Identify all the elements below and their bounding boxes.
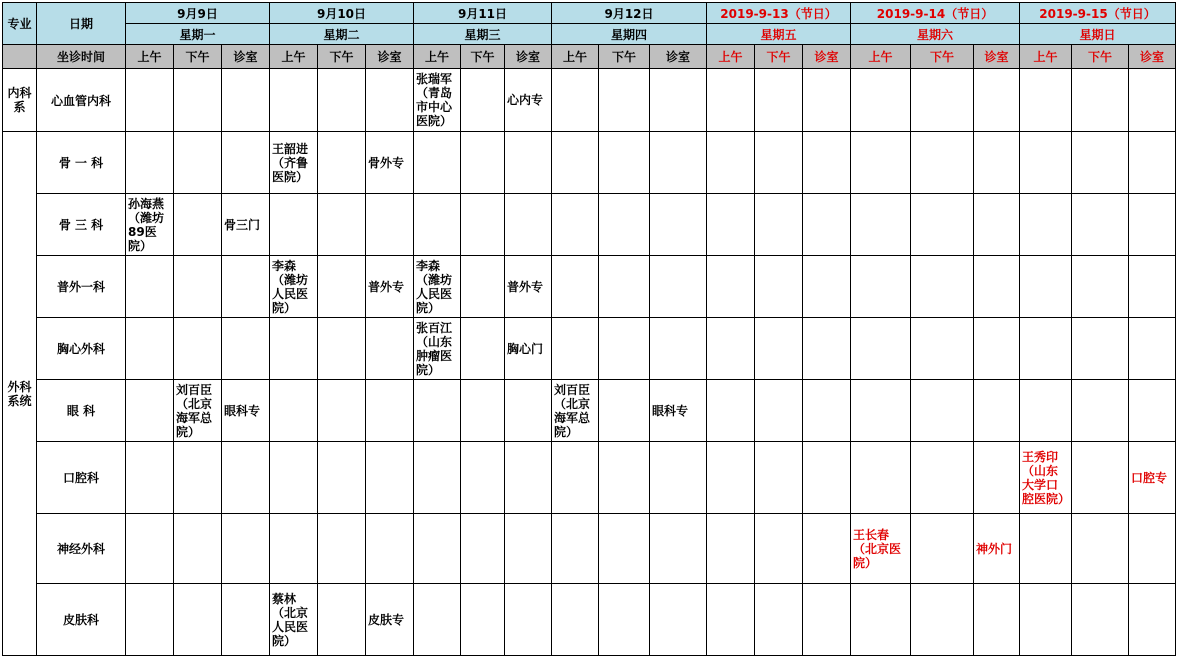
empty-cell xyxy=(414,514,461,584)
empty-cell xyxy=(851,256,911,318)
empty-cell xyxy=(318,256,366,318)
empty-cell xyxy=(755,380,803,442)
empty-cell xyxy=(552,584,599,656)
doctor-cell: 蔡林（北京人民医院） xyxy=(270,584,318,656)
category-cell: 内科系 xyxy=(3,69,37,132)
doctor-cell: 刘百臣（北京海军总院） xyxy=(552,380,599,442)
empty-cell xyxy=(174,132,222,194)
empty-cell xyxy=(126,584,174,656)
empty-cell xyxy=(1129,194,1176,256)
empty-cell xyxy=(1129,380,1176,442)
empty-cell xyxy=(552,514,599,584)
slot-header: 下午 xyxy=(755,45,803,69)
empty-cell xyxy=(851,132,911,194)
dept-cell: 骨 一 科 xyxy=(37,132,126,194)
empty-cell xyxy=(755,69,803,132)
doctor-cell: 李森（潍坊人民医院） xyxy=(270,256,318,318)
dept-cell: 普外一科 xyxy=(37,256,126,318)
empty-cell xyxy=(414,442,461,514)
empty-cell xyxy=(1129,514,1176,584)
table-row xyxy=(3,318,1176,380)
table-row xyxy=(3,194,1176,256)
doctor-cell: 王秀印（山东大学口腔医院） xyxy=(1020,442,1072,514)
empty-cell xyxy=(974,132,1020,194)
room-cell: 普外专 xyxy=(366,256,414,318)
empty-cell xyxy=(707,256,755,318)
empty-cell xyxy=(1072,318,1129,380)
dept-cell: 胸心外科 xyxy=(37,318,126,380)
empty-cell xyxy=(270,514,318,584)
slot-header: 下午 xyxy=(911,45,974,69)
slot-header: 下午 xyxy=(599,45,650,69)
category-cell: 外科系统 xyxy=(3,132,37,656)
empty-cell xyxy=(270,442,318,514)
empty-cell xyxy=(1072,194,1129,256)
empty-cell xyxy=(318,514,366,584)
empty-cell xyxy=(755,194,803,256)
empty-cell xyxy=(707,194,755,256)
empty-cell xyxy=(552,256,599,318)
empty-cell xyxy=(126,442,174,514)
empty-cell xyxy=(911,132,974,194)
room-cell: 眼科专 xyxy=(650,380,707,442)
schedule-table xyxy=(2,2,1176,656)
header-riqi: 日期 xyxy=(37,3,126,45)
empty-cell xyxy=(650,69,707,132)
empty-cell xyxy=(803,132,851,194)
empty-cell xyxy=(851,69,911,132)
empty-cell xyxy=(1020,132,1072,194)
slot-header: 诊室 xyxy=(974,45,1020,69)
empty-cell xyxy=(974,318,1020,380)
empty-cell xyxy=(911,256,974,318)
empty-cell xyxy=(974,442,1020,514)
empty-cell xyxy=(707,514,755,584)
doctor-cell: 张百江（山东肿瘤医院） xyxy=(414,318,461,380)
empty-cell xyxy=(755,442,803,514)
empty-cell xyxy=(650,318,707,380)
room-cell: 心内专 xyxy=(505,69,552,132)
empty-cell xyxy=(270,318,318,380)
empty-cell xyxy=(974,584,1020,656)
slot-header: 上午 xyxy=(126,45,174,69)
empty-cell xyxy=(707,584,755,656)
weekday-header: 星期二 xyxy=(270,24,414,45)
empty-cell xyxy=(126,69,174,132)
weekday-header: 星期三 xyxy=(414,24,552,45)
empty-cell xyxy=(755,318,803,380)
empty-cell xyxy=(851,318,911,380)
empty-cell xyxy=(270,380,318,442)
empty-cell xyxy=(461,256,505,318)
empty-cell xyxy=(650,584,707,656)
table-row xyxy=(3,132,1176,194)
empty-cell xyxy=(222,318,270,380)
empty-cell xyxy=(803,514,851,584)
weekday-header: 星期一 xyxy=(126,24,270,45)
doctor-cell: 张瑞军（青岛市中心医院） xyxy=(414,69,461,132)
empty-cell xyxy=(974,194,1020,256)
dept-cell: 心血管内科 xyxy=(37,69,126,132)
empty-cell xyxy=(1072,132,1129,194)
empty-cell xyxy=(174,256,222,318)
weekday-header: 星期六 xyxy=(851,24,1020,45)
doctor-cell: 刘百臣（北京海军总院） xyxy=(174,380,222,442)
empty-cell xyxy=(126,318,174,380)
empty-cell xyxy=(461,318,505,380)
empty-cell xyxy=(599,318,650,380)
date-header: 9月9日 xyxy=(126,3,270,24)
table-row xyxy=(3,442,1176,514)
date-header: 9月11日 xyxy=(414,3,552,24)
room-cell: 神外门 xyxy=(974,514,1020,584)
slot-header: 下午 xyxy=(461,45,505,69)
date-header: 9月10日 xyxy=(270,3,414,24)
empty-cell xyxy=(599,584,650,656)
empty-cell xyxy=(174,318,222,380)
empty-cell xyxy=(174,69,222,132)
empty-cell xyxy=(1129,69,1176,132)
empty-cell xyxy=(707,318,755,380)
slot-header: 下午 xyxy=(1072,45,1129,69)
slot-header: 诊室 xyxy=(505,45,552,69)
empty-cell xyxy=(650,194,707,256)
empty-cell xyxy=(461,194,505,256)
header-zhuanye: 专业 xyxy=(3,3,37,45)
empty-cell xyxy=(803,318,851,380)
empty-cell xyxy=(366,69,414,132)
empty-cell xyxy=(318,584,366,656)
empty-cell xyxy=(552,194,599,256)
empty-cell xyxy=(755,256,803,318)
empty-cell xyxy=(911,69,974,132)
empty-cell xyxy=(1072,442,1129,514)
empty-cell xyxy=(974,69,1020,132)
weekday-header: 星期日 xyxy=(1020,24,1176,45)
empty-cell xyxy=(803,442,851,514)
empty-cell xyxy=(126,256,174,318)
empty-cell xyxy=(414,584,461,656)
empty-cell xyxy=(222,256,270,318)
dept-cell: 骨 三 科 xyxy=(37,194,126,256)
header-row-slots xyxy=(3,45,1176,69)
empty-cell xyxy=(911,194,974,256)
empty-cell xyxy=(755,514,803,584)
empty-cell xyxy=(1129,256,1176,318)
empty-cell xyxy=(707,442,755,514)
empty-cell xyxy=(552,69,599,132)
empty-cell xyxy=(461,69,505,132)
empty-cell xyxy=(1129,132,1176,194)
empty-cell xyxy=(222,132,270,194)
empty-cell xyxy=(126,132,174,194)
empty-cell xyxy=(414,194,461,256)
empty-cell xyxy=(1072,69,1129,132)
slot-header: 上午 xyxy=(552,45,599,69)
doctor-cell: 王韶进（齐鲁医院） xyxy=(270,132,318,194)
empty-cell xyxy=(803,69,851,132)
empty-cell xyxy=(366,380,414,442)
empty-cell xyxy=(461,514,505,584)
empty-cell xyxy=(1020,318,1072,380)
empty-cell xyxy=(552,318,599,380)
empty-cell xyxy=(174,584,222,656)
slot-header: 诊室 xyxy=(650,45,707,69)
dept-cell: 皮肤科 xyxy=(37,584,126,656)
empty-cell xyxy=(318,132,366,194)
empty-cell xyxy=(803,584,851,656)
table-row xyxy=(3,584,1176,656)
date-header: 2019-9-14（节日） xyxy=(851,3,1020,24)
empty-cell xyxy=(974,380,1020,442)
table-row xyxy=(3,69,1176,132)
slot-header: 诊室 xyxy=(222,45,270,69)
empty-cell xyxy=(911,442,974,514)
empty-cell xyxy=(318,442,366,514)
empty-cell xyxy=(1020,256,1072,318)
empty-cell xyxy=(126,380,174,442)
empty-cell xyxy=(174,442,222,514)
empty-cell xyxy=(1020,69,1072,132)
empty-cell xyxy=(461,132,505,194)
empty-cell xyxy=(803,194,851,256)
empty-cell xyxy=(911,584,974,656)
empty-cell xyxy=(851,442,911,514)
empty-cell xyxy=(755,584,803,656)
date-header: 2019-9-15（节日） xyxy=(1020,3,1176,24)
empty-cell xyxy=(1020,584,1072,656)
empty-cell xyxy=(366,318,414,380)
empty-cell xyxy=(1072,256,1129,318)
empty-cell xyxy=(366,442,414,514)
empty-cell xyxy=(505,132,552,194)
empty-cell xyxy=(911,380,974,442)
empty-cell xyxy=(851,584,911,656)
header-row-dates xyxy=(3,3,1176,24)
table-row xyxy=(3,514,1176,584)
empty-cell xyxy=(270,194,318,256)
weekday-header: 星期五 xyxy=(707,24,851,45)
empty-cell xyxy=(505,584,552,656)
empty-cell xyxy=(505,514,552,584)
empty-cell xyxy=(552,132,599,194)
doctor-cell: 孙海燕（潍坊89医院） xyxy=(126,194,174,256)
empty-cell xyxy=(505,380,552,442)
empty-cell xyxy=(461,584,505,656)
room-cell: 口腔专 xyxy=(1129,442,1176,514)
empty-cell xyxy=(599,380,650,442)
empty-cell xyxy=(318,318,366,380)
dept-cell: 眼 科 xyxy=(37,380,126,442)
slot-header: 诊室 xyxy=(803,45,851,69)
date-header: 2019-9-13（节日） xyxy=(707,3,851,24)
empty-cell xyxy=(851,380,911,442)
empty-cell xyxy=(222,442,270,514)
doctor-cell: 李森（潍坊人民医院） xyxy=(414,256,461,318)
empty-cell xyxy=(650,442,707,514)
date-header: 9月12日 xyxy=(552,3,707,24)
empty-cell xyxy=(505,194,552,256)
empty-cell xyxy=(851,194,911,256)
dept-cell: 口腔科 xyxy=(37,442,126,514)
room-cell: 胸心门 xyxy=(505,318,552,380)
empty-cell xyxy=(1072,584,1129,656)
empty-cell xyxy=(599,194,650,256)
empty-cell xyxy=(318,380,366,442)
empty-cell xyxy=(707,380,755,442)
empty-cell xyxy=(1020,380,1072,442)
empty-cell xyxy=(650,256,707,318)
doctor-cell: 王长春（北京医院） xyxy=(851,514,911,584)
slot-header: 上午 xyxy=(414,45,461,69)
empty-cell xyxy=(1020,514,1072,584)
slot-header: 上午 xyxy=(1020,45,1072,69)
slot-header: 下午 xyxy=(174,45,222,69)
empty-cell xyxy=(270,69,318,132)
empty-cell xyxy=(461,380,505,442)
empty-cell xyxy=(707,132,755,194)
empty-cell xyxy=(1129,318,1176,380)
room-cell: 眼科专 xyxy=(222,380,270,442)
empty-cell xyxy=(1072,380,1129,442)
slot-header: 上午 xyxy=(270,45,318,69)
room-cell: 普外专 xyxy=(505,256,552,318)
empty-cell xyxy=(174,514,222,584)
empty-cell xyxy=(414,380,461,442)
empty-cell xyxy=(1072,514,1129,584)
table-row xyxy=(3,256,1176,318)
empty-cell xyxy=(650,514,707,584)
empty-cell xyxy=(174,194,222,256)
empty-cell xyxy=(707,69,755,132)
slot-header: 上午 xyxy=(851,45,911,69)
empty-cell xyxy=(803,380,851,442)
weekday-header: 星期四 xyxy=(552,24,707,45)
empty-cell xyxy=(366,194,414,256)
header-row-weekdays xyxy=(3,24,1176,45)
slot-header: 下午 xyxy=(318,45,366,69)
slot-header: 诊室 xyxy=(366,45,414,69)
empty-cell xyxy=(599,132,650,194)
empty-cell xyxy=(755,132,803,194)
empty-cell xyxy=(911,318,974,380)
slot-header: 上午 xyxy=(707,45,755,69)
empty-cell xyxy=(599,514,650,584)
empty-cell xyxy=(126,514,174,584)
empty-cell xyxy=(911,514,974,584)
empty-cell xyxy=(222,69,270,132)
empty-cell xyxy=(552,442,599,514)
slot-corner xyxy=(3,45,37,69)
empty-cell xyxy=(461,442,505,514)
header-zuozhen: 坐诊时间 xyxy=(37,45,126,69)
room-cell: 骨三门 xyxy=(222,194,270,256)
empty-cell xyxy=(1129,584,1176,656)
empty-cell xyxy=(599,69,650,132)
room-cell: 皮肤专 xyxy=(366,584,414,656)
empty-cell xyxy=(222,514,270,584)
empty-cell xyxy=(1020,194,1072,256)
empty-cell xyxy=(318,69,366,132)
table-row xyxy=(3,380,1176,442)
empty-cell xyxy=(599,442,650,514)
empty-cell xyxy=(599,256,650,318)
schedule-body xyxy=(3,3,1176,656)
dept-cell: 神经外科 xyxy=(37,514,126,584)
empty-cell xyxy=(366,514,414,584)
room-cell: 骨外专 xyxy=(366,132,414,194)
empty-cell xyxy=(650,132,707,194)
empty-cell xyxy=(414,132,461,194)
empty-cell xyxy=(803,256,851,318)
empty-cell xyxy=(505,442,552,514)
empty-cell xyxy=(974,256,1020,318)
slot-header: 诊室 xyxy=(1129,45,1176,69)
empty-cell xyxy=(222,584,270,656)
empty-cell xyxy=(318,194,366,256)
